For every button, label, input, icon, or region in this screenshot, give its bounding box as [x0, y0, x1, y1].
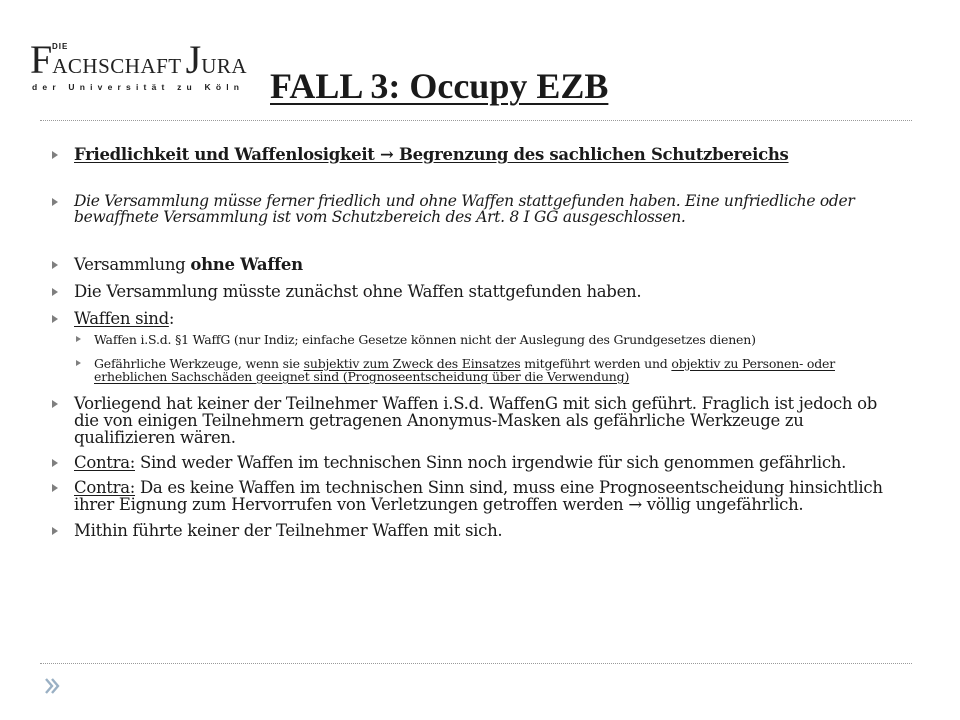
bottom-divider [40, 663, 912, 664]
bullet-contra-1-label: Contra: [74, 452, 135, 472]
bullet-mithin-text: Mithin führte keiner der Teilnehmer Waffen mit sich. [74, 520, 503, 540]
logo-die: DIE [52, 42, 69, 51]
slide-title: FALL 3: Occupy EZB [270, 66, 609, 106]
bullet-intro [50, 193, 900, 225]
top-divider [40, 120, 912, 121]
sub-bullet-waffg [74, 333, 900, 347]
bullet-contra-2-label: Contra: [74, 477, 135, 497]
bullet-contra-1 [50, 454, 900, 471]
sub-bullet-werkzeuge-subjektiv: subjektiv zum Zweck des Einsatzes [303, 355, 521, 371]
bullet-ohne-waffen-bold: ohne Waffen [190, 255, 303, 274]
bullet-mithin [50, 522, 900, 539]
sub-bullet-werkzeuge-a: Gefährliche Werkzeuge, wenn sie [94, 355, 304, 371]
logo-letter-j: J [185, 37, 202, 82]
sub-bullet-waffg-text: Waffen i.S.d. §1 WaffG (nur Indiz; einfache Gesetze können nicht der Auslegung des Grundgesetzes dienen) [94, 332, 756, 347]
bullet-zunaechst-text: Die Versammlung müsste zunächst ohne Waffen stattgefunden haben. [74, 282, 642, 301]
bullet-waffen-sind [50, 310, 900, 327]
bullet-ohne-waffen-prefix: Versammlung [74, 255, 191, 274]
bullet-contra-2-text: Da es keine Waffen im technischen Sinn sind, muss eine Prognoseentscheidung hinsichtlich ihrer Eignung zum Hervorrufen von Verletzungen getroffen werden → völlig ungefährlich. [74, 477, 883, 514]
bullet-ohne-waffen [50, 256, 900, 273]
slide-content [50, 140, 900, 539]
sub-bullet-werkzeuge [74, 357, 900, 384]
bullet-heading-text: Friedlichkeit und Waffenlosigkeit → Begrenzung des sachlichen Schutzbereichs [74, 145, 789, 164]
bullet-waffen-sind-colon: : [168, 309, 175, 328]
bullet-waffen-sind-label: Waffen sind [74, 309, 169, 328]
logo-subtitle: der Universität zu Köln [32, 82, 245, 92]
bullet-vorliegend [50, 395, 900, 446]
bullet-contra-1-text: Sind weder Waffen im technischen Sinn noch irgendwie für sich genommen gefährlich. [135, 452, 847, 472]
fachschaft-jura-logo [30, 37, 248, 100]
logo-word-ura: URA [201, 54, 248, 78]
sub-bullet-werkzeuge-c: mitgeführt werden und [520, 355, 672, 371]
bullet-intro-text: Die Versammlung müsse ferner friedlich und ohne Waffen stattgefunden haben. Eine unfriedliche oder bewaffnete Versammlung ist vom Schutzbereich des Art. 8 I GG ausgeschlossen. [74, 192, 855, 226]
bullet-heading [50, 146, 900, 163]
logo-letter-f: F [30, 37, 53, 82]
sub-bullet-werkzeuge-objektiv: objektiv zu Personen- oder erheblichen Sachschäden geeignet sind (Prognoseentscheidung über die Verwendung) [94, 355, 835, 384]
double-chevron-right-icon[interactable] [44, 676, 60, 696]
bullet-zunaechst [50, 283, 900, 300]
bullet-contra-2 [50, 479, 900, 513]
logo-word-achschaft: ACHSCHAFT [52, 54, 182, 78]
bullet-vorliegend-text: Vorliegend hat keiner der Teilnehmer Waffen i.S.d. WaffenG mit sich geführt. Fraglich ist jedoch ob die von einigen Teilnehmern getragenen Anonymus-Masken als gefährliche Werkzeuge zu qualifizieren wären. [74, 393, 878, 447]
